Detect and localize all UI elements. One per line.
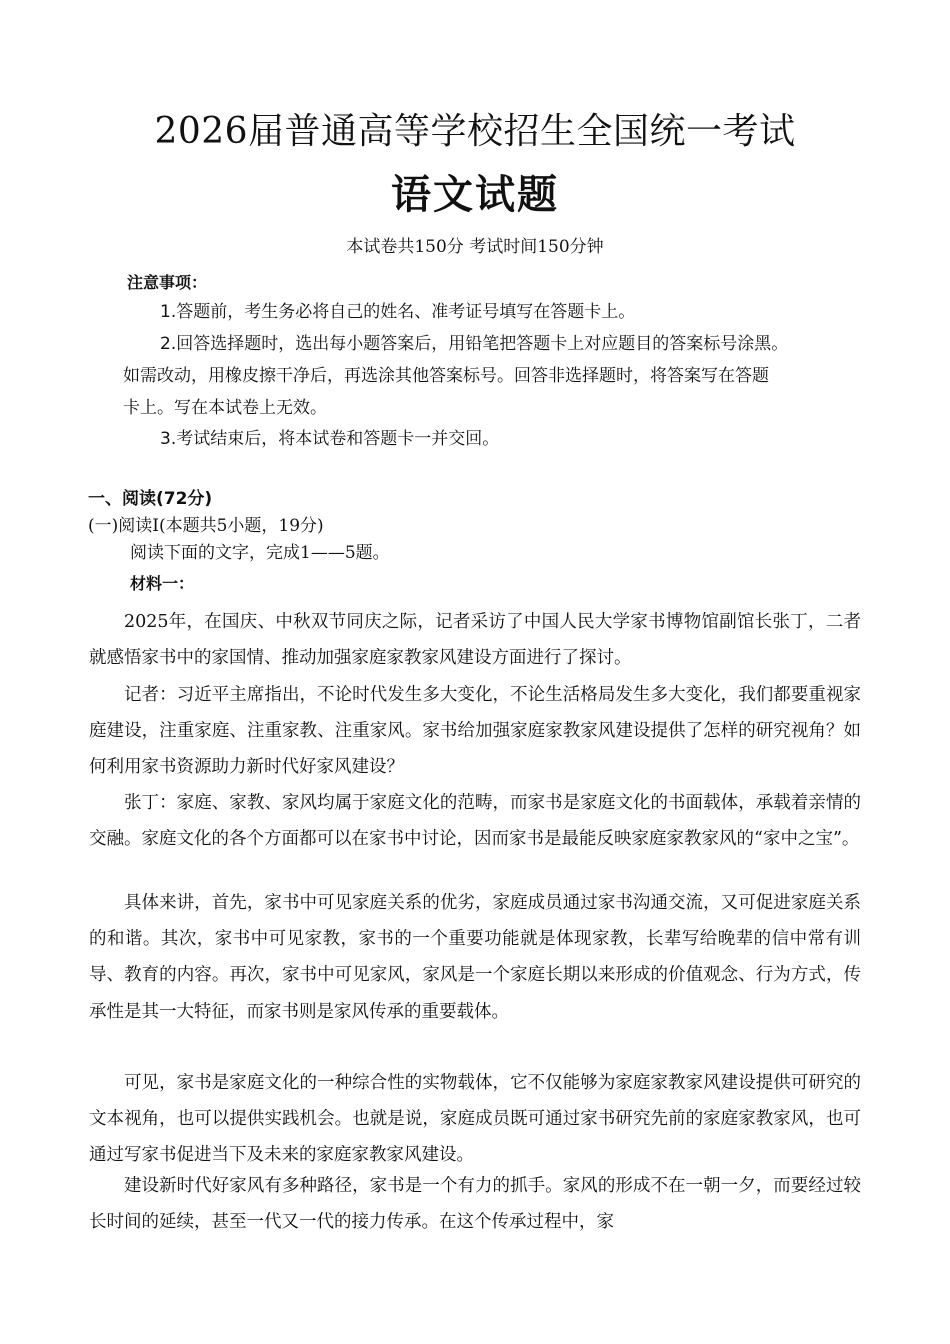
subject-title: 语文试题 [391,172,559,218]
passage-paragraph: 具体来讲，首先，家书中可见家庭关系的优劣，家庭成员通过家书沟通交流，又可促进家庭关系的和谐。其次，家书中可见家教，家书的一个重要功能就是体现家教，长辈写给晚辈的信中常有训导、教育的内容。再次，家书中可见家风，家风是一个家庭长期以来形成的价值观念、行为方式，传承性是其一大特征，而家书则是家风传承的重要载体。 [89,893,861,1022]
exam-title: 2026届普通高等学校招生全国统一考试 [154,111,796,152]
exam-meta: 本试卷共150分 考试时间150分钟 [346,237,604,257]
passage-paragraph: 2025年，在国庆、中秋双节同庆之际，记者采访了中国人民大学家书博物馆副馆长张丁，二者就感悟家书中的家国情、推动加强家庭家教家风建设方面进行了探讨。 [89,612,861,669]
notice-item-2-line-2: 如需改动，用橡皮擦干净后，再选涂其他答案标号。回答非选择题时，将答案写在答题 [123,366,769,386]
material-label: 材料一： [130,574,195,593]
section-heading: 一、阅读(72分) [88,489,213,509]
section-subheading: (一)阅读Ⅰ(本题共5小题，19分) [88,516,324,536]
passage-paragraph: 张丁：家庭、家教、家风均属于家庭文化的范畴，而家书是家庭文化的书面载体，承载着亲情的交融。家庭文化的各个方面都可以在家书中讨论，因而家书是最能反映家庭家教家风的“家中之宝”。 [89,793,861,850]
passage-paragraph: 记者：习近平主席指出，不论时代发生多大变化，不论生活格局发生多大变化，我们都要重视家庭建设，注重家庭、注重家教、注重家风。家书给加强家庭家教家风建设提供了怎样的研究视角？如何利用家书资源助力新时代好家风建设？ [89,685,861,778]
notice-item-2-line-3: 卡上。写在本试卷上无效。 [123,398,327,418]
notice-item-1: 1.答题前，考生务必将自己的姓名、准考证号填写在答题卡上。 [160,302,636,322]
notice-heading: 注意事项： [127,273,208,292]
notice-item-3: 3.考试结束后，将本试卷和答题卡一并交回。 [160,429,500,449]
passage-paragraph: 建设新时代好家风有多种路径，家书是一个有力的抓手。家风的形成不在一朝一夕，而要经过较长时间的延续，甚至一代又一代的接力传承。在这个传承过程中，家 [89,1176,861,1233]
notice-item-2-line-1: 2.回答选择题时，选出每小题答案后，用铅笔把答题卡上对应题目的答案标号涂黑。 [160,334,789,354]
passage-paragraph: 可见，家书是家庭文化的一种综合性的实物载体，它不仅能够为家庭家教家风建设提供可研究的文本视角，也可以提供实践机会。也就是说，家庭成员既可通过家书研究先前的家庭家教家风，也可通过写家书促进当下及未来的家庭家教家风建设。 [89,1073,861,1166]
reading-instruction: 阅读下面的文字，完成1——5题。 [130,543,390,563]
